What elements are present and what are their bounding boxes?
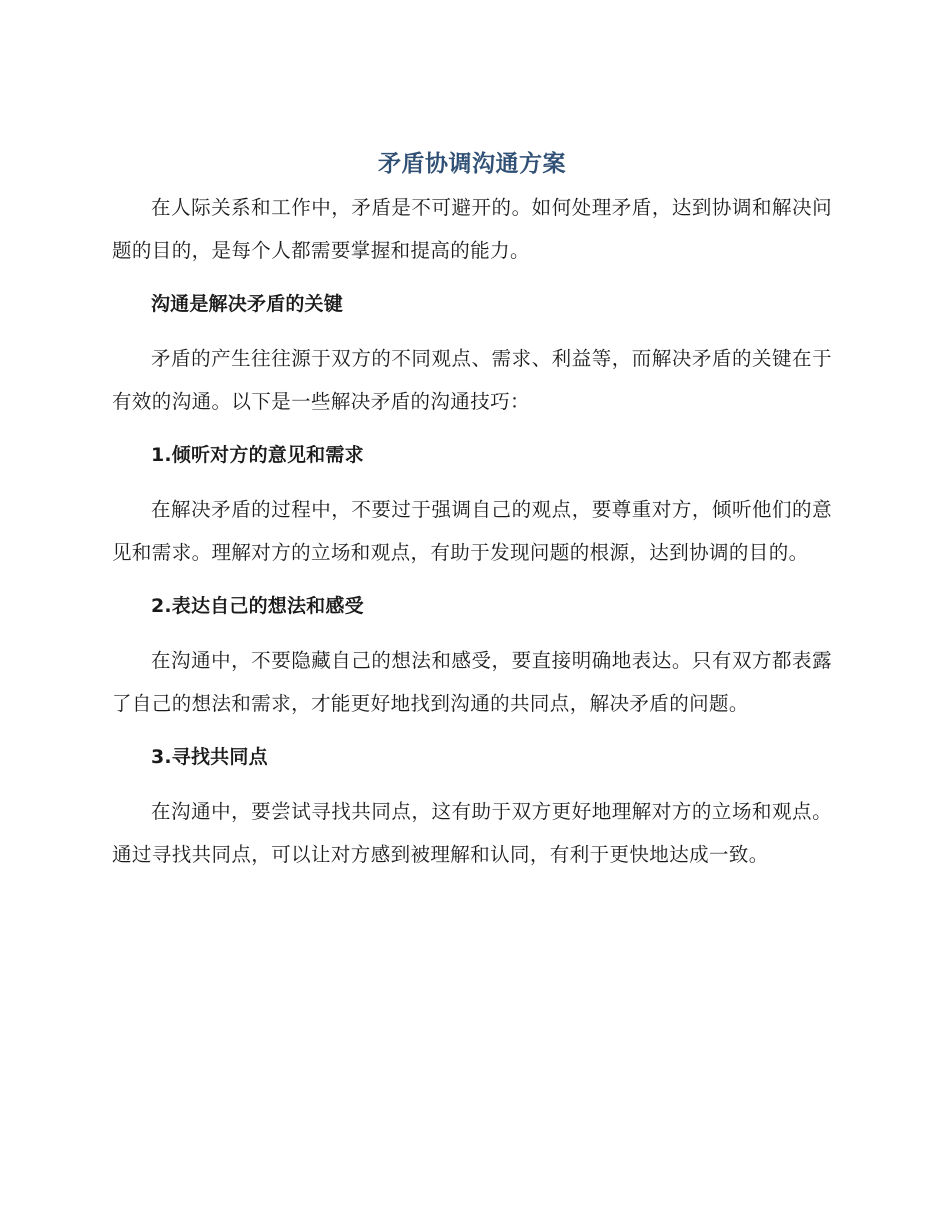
tip-body-3: 在沟通中，要尝试寻找共同点，这有助于双方更好地理解对方的立场和观点。通过寻找共同点，可以让对方感到被理解和认同，有利于更快地达成一致。 [112,800,832,866]
tip-heading-1: 1.倾听对方的意见和需求 [150,444,364,466]
tip-heading-3: 3.寻找共同点 [150,746,268,768]
intro-paragraph: 在人际关系和工作中，矛盾是不可避开的。如何处理矛盾，达到协调和解决问题的目的，是每个人都需要掌握和提高的能力。 [112,196,832,262]
tip-heading-2: 2.表达自己的想法和感受 [150,595,364,617]
tip-body-1: 在解决矛盾的过程中，不要过于强调自己的观点，要尊重对方，倾听他们的意见和需求。理解对方的立场和观点，有助于发现问题的根源，达到协调的目的。 [112,498,832,564]
document-page [112,142,832,876]
section-heading: 沟通是解决矛盾的关键 [150,293,343,315]
tip-body-2: 在沟通中，不要隐藏自己的想法和感受，要直接明确地表达。只有双方都表露了自己的想法和需求，才能更好地找到沟通的共同点，解决矛盾的问题。 [112,649,832,715]
section-paragraph: 矛盾的产生往往源于双方的不同观点、需求、利益等，而解决矛盾的关键在于有效的沟通。以下是一些解决矛盾的沟通技巧： [112,347,832,413]
document-title: 矛盾协调沟通方案 [378,151,566,177]
